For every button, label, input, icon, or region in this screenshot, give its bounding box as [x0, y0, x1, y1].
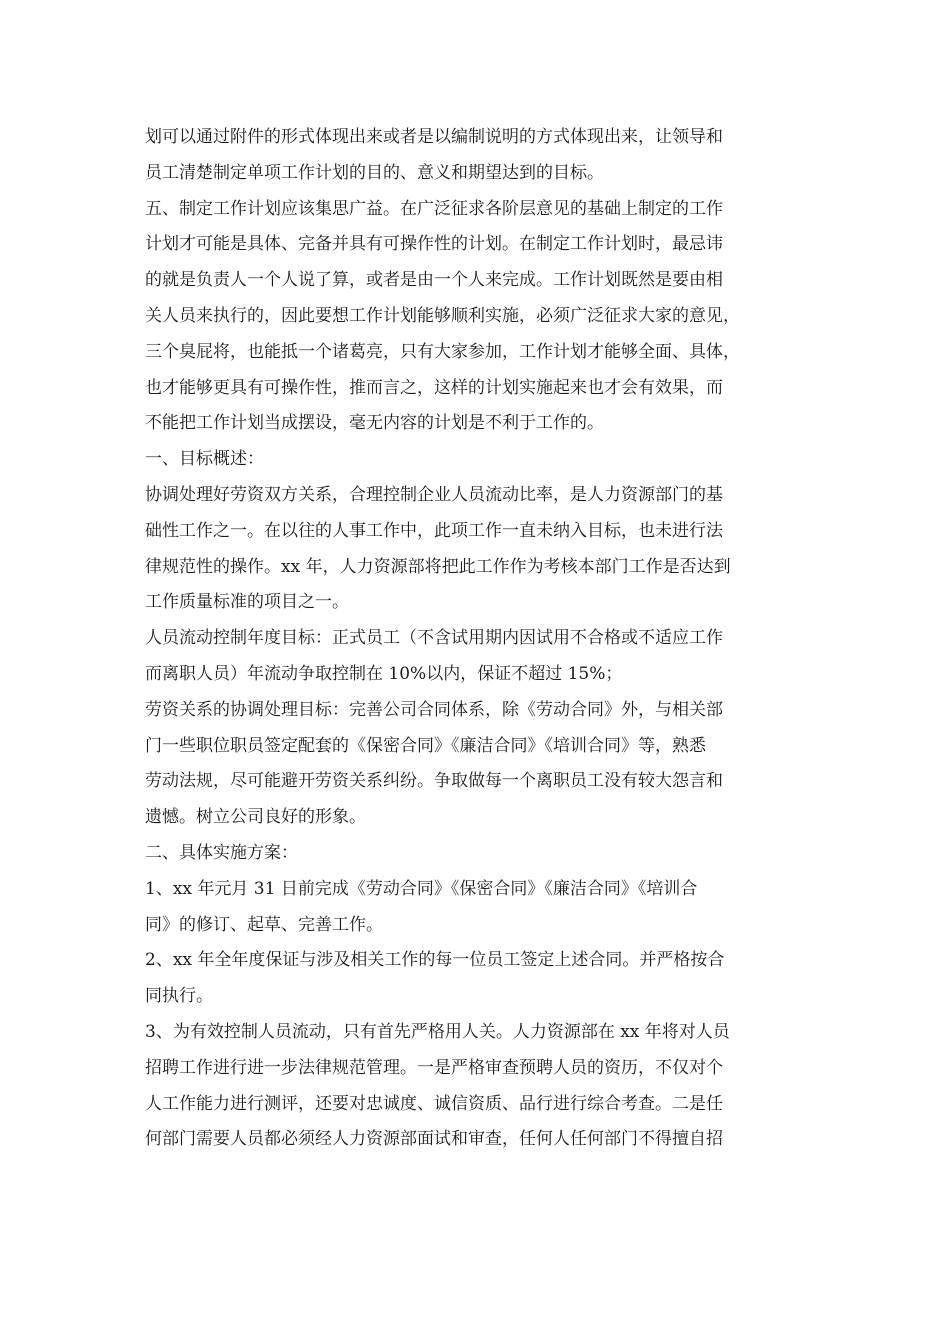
text-line: 3、为有效控制人员流动，只有首先严格用人关。人力资源部在 xx 年将对人员	[145, 1021, 730, 1042]
text-line: 不能把工作计划当成摆设，毫无内容的计划是不利于工作的。	[145, 413, 604, 434]
text-line: 劳资关系的协调处理目标：完善公司合同体系，除《劳动合同》外，与相关部	[145, 699, 723, 720]
text-line: 人员流动控制年度目标：正式员工（不含试用期内因试用不合格或不适应工作	[145, 628, 723, 649]
text-line: 同》的修订、起草、完善工作。	[145, 914, 383, 935]
section-heading: 一、目标概述：	[145, 449, 264, 470]
text-line: 遗憾。树立公司良好的形象。	[145, 807, 366, 828]
text-line: 招聘工作进行进一步法律规范管理。一是严格审查预聘人员的资历，不仅对个	[145, 1057, 723, 1078]
text-line: 2、xx 年全年度保证与涉及相关工作的每一位员工签定上述合同。并严格按合	[145, 950, 725, 971]
text-line: 工作质量标准的项目之一。	[145, 592, 349, 613]
text-line: 五、制定工作计划应该集思广益。在广泛征求各阶层意见的基础上制定的工作	[145, 198, 723, 219]
text-line: 同执行。	[145, 986, 213, 1007]
text-line: 的就是负责人一个人说了算，或者是由一个人来完成。工作计划既然是要由相	[145, 270, 723, 291]
text-line: 员工清楚制定单项工作计划的目的、意义和期望达到的目标。	[145, 162, 604, 183]
text-line: 关人员来执行的，因此要想工作计划能够顺利实施，必须广泛征求大家的意见，	[145, 305, 740, 326]
text-line: 础性工作之一。在以往的人事工作中，此项工作一直未纳入目标，也未进行法	[145, 520, 723, 541]
text-line: 而离职人员）年流动争取控制在 10%以内，保证不超过 15%；	[145, 663, 623, 684]
section-heading: 二、具体实施方案：	[145, 842, 298, 863]
text-line: 何部门需要人员都必须经人力资源部面试和审查，任何人任何部门不得擅自招	[145, 1129, 723, 1150]
text-line: 划可以通过附件的形式体现出来或者是以编制说明的方式体现出来，让领导和	[145, 127, 723, 147]
text-line: 人工作能力进行测评，还要对忠诚度、诚信资质、品行进行综合考查。二是任	[145, 1093, 723, 1114]
text-line: 门一些职位职员签定配套的《保密合同》《廉洁合同》《培训合同》等，熟悉	[145, 735, 706, 756]
text-line: 也才能够更具有可操作性，推而言之，这样的计划实施起来也才会有效果，而	[145, 377, 723, 398]
text-line: 三个臭屁将，也能抵一个诸葛亮，只有大家参加，工作计划才能够全面、具体，	[145, 341, 740, 362]
text-line: 劳动法规，尽可能避开劳资关系纠纷。争取做每一个离职员工没有较大怨言和	[145, 771, 723, 792]
document-body	[145, 120, 815, 1158]
text-line: 律规范性的操作。xx 年，人力资源部将把此工作作为考核本部门工作是否达到	[145, 556, 731, 577]
text-line: 1、xx 年元月 31 日前完成《劳动合同》《保密合同》《廉洁合同》《培训合	[145, 878, 698, 899]
text-line: 协调处理好劳资双方关系，合理控制企业人员流动比率，是人力资源部门的基	[145, 484, 723, 505]
text-line: 计划才可能是具体、完备并具有可操作性的计划。在制定工作计划时，最忌讳	[145, 234, 723, 255]
